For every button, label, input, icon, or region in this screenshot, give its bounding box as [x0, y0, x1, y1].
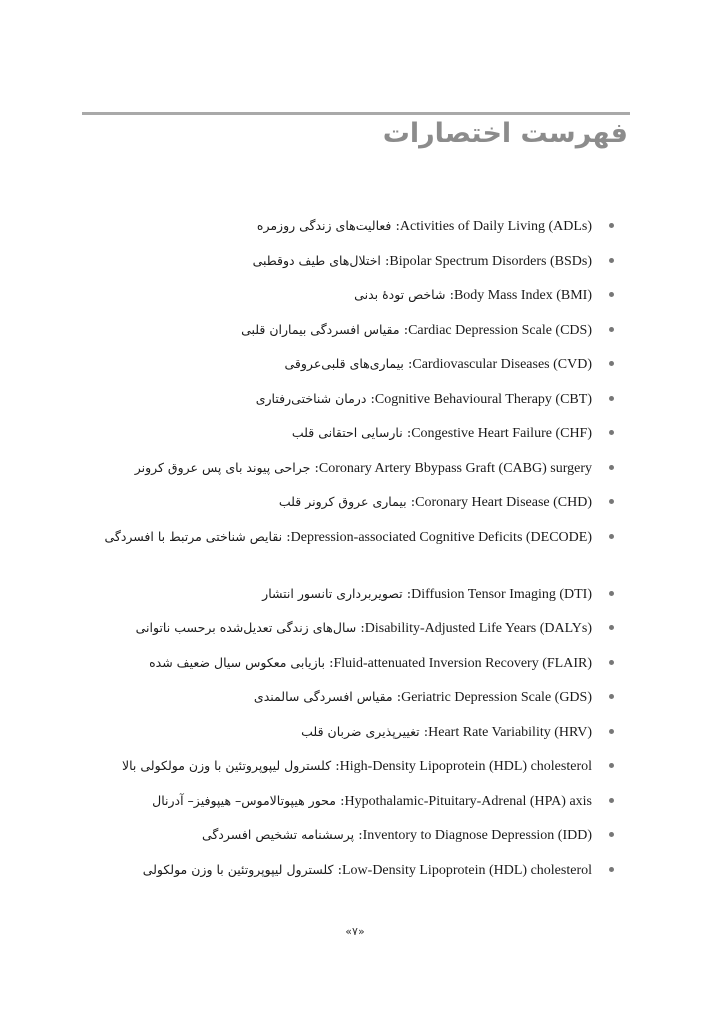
- bullet-icon: [609, 625, 614, 630]
- header-rule: [82, 112, 630, 115]
- abbr-persian: فعالیت‌های زندگی روزمره: [256, 218, 392, 233]
- abbr-english: High-Density Lipoprotein (HDL) cholesterol: [339, 759, 592, 774]
- list-item: Geriatric Depression Scale (GDS): مقیاس افسردگی سالمندی: [80, 686, 630, 721]
- list-item: Diffusion Tensor Imaging (DTI): تصویربرداری تانسور انتشار: [80, 583, 630, 618]
- abbr-english: Coronary Heart Disease (CHD): [415, 495, 592, 510]
- bullet-icon: [609, 798, 614, 803]
- abbr-english: Disability-Adjusted Life Years (DALYs): [364, 621, 592, 636]
- abbr-persian: جراحی پیوند بای پس عروق کرونر: [134, 459, 311, 475]
- abbr-english: Inventory to Diagnose Depression (IDD): [362, 828, 592, 843]
- list-item: Low-Density Lipoprotein (HDL) cholesterol: کلسترول لیپوپروتئین با وزن مولکولی: [80, 859, 630, 894]
- abbr-english: Geriatric Depression Scale (GDS): [401, 690, 592, 705]
- list-item: Congestive Heart Failure (CHF): نارسایی احتقانی قلب: [80, 422, 630, 457]
- list-item: Cardiac Depression Scale (CDS): مقیاس افسردگی بیماران قلبی: [80, 319, 630, 354]
- bullet-icon: [609, 534, 614, 539]
- list-item: Disability-Adjusted Life Years (DALYs): سال‌های زندگی تعدیل‌شده برحسب ناتوانی: [80, 617, 630, 652]
- list-item: Cognitive Behavioural Therapy (CBT): درمان شناختی‌رفتاری: [80, 388, 630, 423]
- list-item: Bipolar Spectrum Disorders (BSDs): اختلال‌های طیف دوقطبی: [80, 250, 630, 285]
- bullet-icon: [609, 361, 614, 366]
- abbr-english: Body Mass Index (BMI): [453, 288, 592, 303]
- abbr-english: Depression-associated Cognitive Deficits (DECODE): [290, 529, 592, 545]
- bullet-icon: [609, 867, 614, 872]
- list-item: Fluid-attenuated Inversion Recovery (FLAIR): بازیابی معکوس سیال ضعیف شده: [80, 652, 630, 687]
- abbr-english: Congestive Heart Failure (CHF): [411, 426, 592, 441]
- bullet-icon: [609, 591, 614, 596]
- bullet-icon: [609, 292, 614, 297]
- list-item: Depression-associated Cognitive Deficits (DECODE): نقایص شناختی مرتبط با افسردگی: [80, 526, 630, 583]
- list-item: Heart Rate Variability (HRV): تغییرپذیری ضربان قلب: [80, 721, 630, 756]
- abbr-english: Activities of Daily Living (ADLs): [399, 219, 592, 234]
- abbr-persian: نارسایی احتقانی قلب: [291, 425, 403, 440]
- list-item: Coronary Artery Bbypass Graft (CABG) surgery: جراحی پیوند بای پس عروق کرونر: [80, 457, 630, 492]
- abbr-persian: تصویربرداری تانسور انتشار: [262, 585, 403, 601]
- abbr-persian: کلسترول لیپوپروتئین با وزن مولکولی: [142, 861, 334, 877]
- abbr-english: Hypothalamic-Pituitary-Adrenal (HPA) axis: [344, 793, 592, 809]
- abbr-persian: بیماری‌های قلبی‌عروقی: [284, 356, 404, 371]
- abbr-persian: مقیاس افسردگی بیماران قلبی: [241, 321, 400, 337]
- page-number: «۷»: [345, 925, 365, 938]
- abbr-english: Low-Density Lipoprotein (HDL) cholesterol: [342, 862, 592, 878]
- bullet-icon: [609, 763, 614, 768]
- bullet-icon: [609, 396, 614, 401]
- abbr-persian: بیماری عروق کرونر قلب: [278, 494, 407, 509]
- abbr-english: Fluid-attenuated Inversion Recovery (FLAIR): [333, 655, 592, 671]
- list-item: Activities of Daily Living (ADLs): فعالیت‌های زندگی روزمره: [80, 215, 630, 250]
- abbr-english: Coronary Artery Bbypass Graft (CABG) surgery: [318, 460, 592, 476]
- abbr-persian: مقیاس افسردگی سالمندی: [253, 689, 393, 704]
- abbr-persian: بازیابی معکوس سیال ضعیف شده: [149, 654, 325, 670]
- list-item: Hypothalamic-Pituitary-Adrenal (HPA) axis: محور هیپوتالاموس– هیپوفیز– آدرنال: [80, 790, 630, 825]
- bullet-icon: [609, 499, 614, 504]
- abbr-english: Diffusion Tensor Imaging (DTI): [411, 586, 592, 602]
- list-item: High-Density Lipoprotein (HDL) cholesterol: کلسترول لیپوپروتئین با وزن مولکولی بالا: [80, 755, 630, 790]
- bullet-icon: [609, 327, 614, 332]
- list-item: Body Mass Index (BMI): شاخص تودهٔ بدنی: [80, 284, 630, 319]
- abbr-english: Heart Rate Variability (HRV): [428, 724, 592, 740]
- list-item: Cardiovascular Diseases (CVD): بیماری‌های قلبی‌عروقی: [80, 353, 630, 388]
- abbr-persian: پرسشنامه تشخیص افسردگی: [201, 827, 355, 842]
- abbr-english: Bipolar Spectrum Disorders (BSDs): [389, 253, 592, 269]
- abbr-persian: شاخص تودهٔ بدنی: [354, 287, 446, 302]
- abbr-english: Cardiac Depression Scale (CDS): [408, 322, 592, 338]
- abbr-persian: درمان شناختی‌رفتاری: [255, 390, 367, 406]
- bullet-icon: [609, 694, 614, 699]
- abbr-persian: محور هیپوتالاموس– هیپوفیز– آدرنال: [152, 792, 336, 808]
- bullet-icon: [609, 258, 614, 263]
- list-item: Coronary Heart Disease (CHD): بیماری عروق کرونر قلب: [80, 491, 630, 526]
- abbr-persian: نقایص شناختی مرتبط با افسردگی: [104, 528, 283, 544]
- abbr-persian: سال‌های زندگی تعدیل‌شده برحسب ناتوانی: [135, 620, 357, 635]
- bullet-icon: [609, 223, 614, 228]
- list-item: Inventory to Diagnose Depression (IDD): پرسشنامه تشخیص افسردگی: [80, 824, 630, 859]
- abbr-english: Cardiovascular Diseases (CVD): [412, 357, 592, 372]
- abbr-english: Cognitive Behavioural Therapy (CBT): [374, 391, 592, 407]
- page-title: فهرست اختصارات: [382, 118, 628, 149]
- abbreviation-list: [80, 215, 630, 893]
- bullet-icon: [609, 660, 614, 665]
- bullet-icon: [609, 465, 614, 470]
- abbr-persian: کلسترول لیپوپروتئین با وزن مولکولی بالا: [121, 758, 332, 773]
- abbr-persian: تغییرپذیری ضربان قلب: [301, 723, 420, 739]
- abbr-persian: اختلال‌های طیف دوقطبی: [252, 252, 381, 268]
- bullet-icon: [609, 729, 614, 734]
- bullet-icon: [609, 832, 614, 837]
- bullet-icon: [609, 430, 614, 435]
